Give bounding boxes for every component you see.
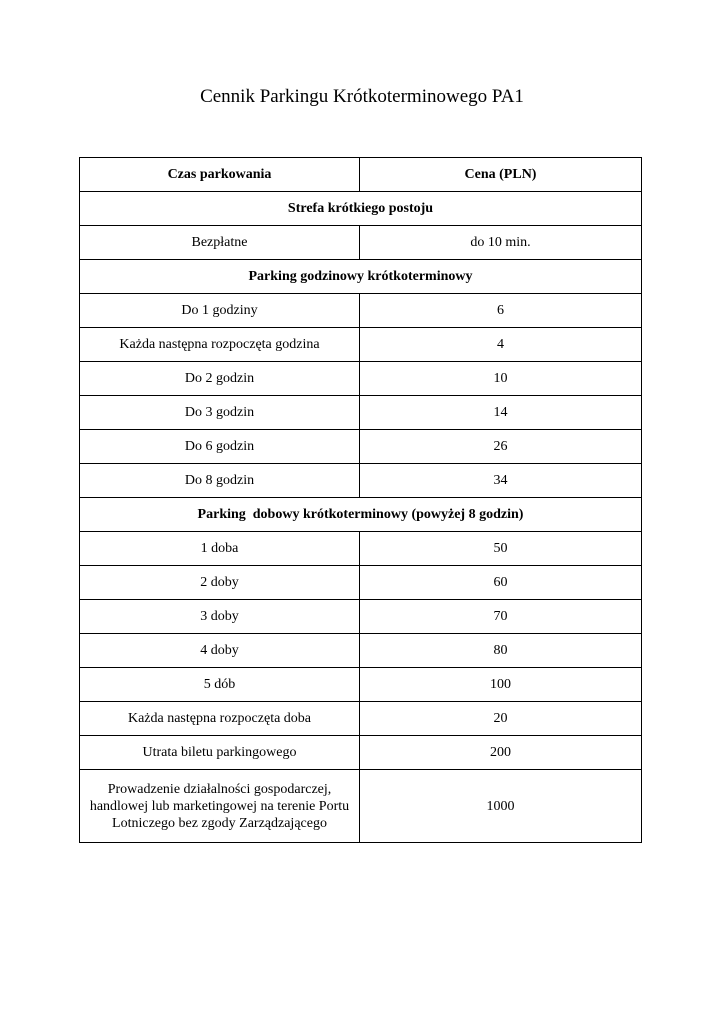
row-value: 20 [360, 702, 642, 736]
row-value: 50 [360, 532, 642, 566]
row-label: Utrata biletu parkingowego [80, 736, 360, 770]
page-title: Cennik Parkingu Krótkoterminowego PA1 [200, 86, 524, 107]
row-label: Do 2 godzin [80, 362, 360, 396]
column-header-time: Czas parkowania [80, 158, 360, 192]
table-row [80, 396, 642, 430]
table-row [80, 464, 642, 498]
table-row [80, 430, 642, 464]
section-row-daily [80, 498, 642, 532]
section-row-hourly [80, 260, 642, 294]
table-row [80, 600, 642, 634]
table-row [80, 226, 642, 260]
table-row [80, 770, 642, 843]
row-value: 4 [360, 328, 642, 362]
table-row [80, 736, 642, 770]
row-label: Do 8 godzin [80, 464, 360, 498]
row-label: 5 dób [80, 668, 360, 702]
table-row [80, 566, 642, 600]
price-table [79, 157, 642, 843]
row-value: 34 [360, 464, 642, 498]
section-label [80, 498, 642, 532]
row-label: Do 6 godzin [80, 430, 360, 464]
section-row-short-stop [80, 192, 642, 226]
section-label-text: Strefa krótkiego postoju [287, 201, 434, 216]
row-value: 1000 [360, 770, 642, 843]
row-value: 10 [360, 362, 642, 396]
row-label: 4 doby [80, 634, 360, 668]
row-value: 14 [360, 396, 642, 430]
section-label-text: Parking dobowy krótkoterminowy (powyżej 8 godzin) [197, 507, 524, 522]
row-value: 100 [360, 668, 642, 702]
table-row [80, 532, 642, 566]
column-header-price: Cena (PLN) [360, 158, 642, 192]
section-label [80, 260, 642, 294]
row-label: Do 1 godziny [80, 294, 360, 328]
row-label: 1 doba [80, 532, 360, 566]
table-row [80, 328, 642, 362]
table-header-row [80, 158, 642, 192]
row-label: Każda następna rozpoczęta godzina [80, 328, 360, 362]
row-value: 26 [360, 430, 642, 464]
row-label: 3 doby [80, 600, 360, 634]
section-label-text: Parking godzinowy krótkoterminowy [248, 269, 473, 284]
row-value: do 10 min. [360, 226, 642, 260]
table-row [80, 668, 642, 702]
row-label: Bezpłatne [80, 226, 360, 260]
table-row [80, 634, 642, 668]
row-value: 200 [360, 736, 642, 770]
row-label: Każda następna rozpoczęta doba [80, 702, 360, 736]
row-value: 6 [360, 294, 642, 328]
section-label [80, 192, 642, 226]
row-label: Do 3 godzin [80, 396, 360, 430]
table-row [80, 294, 642, 328]
row-value: 70 [360, 600, 642, 634]
row-value: 80 [360, 634, 642, 668]
row-label: Prowadzenie działalności gospodarczej, handlowej lub marketingowej na terenie Portu Lotniczego bez zgody Zarządzającego [80, 770, 360, 843]
row-value: 60 [360, 566, 642, 600]
table-row [80, 362, 642, 396]
table-row [80, 702, 642, 736]
row-label: 2 doby [80, 566, 360, 600]
